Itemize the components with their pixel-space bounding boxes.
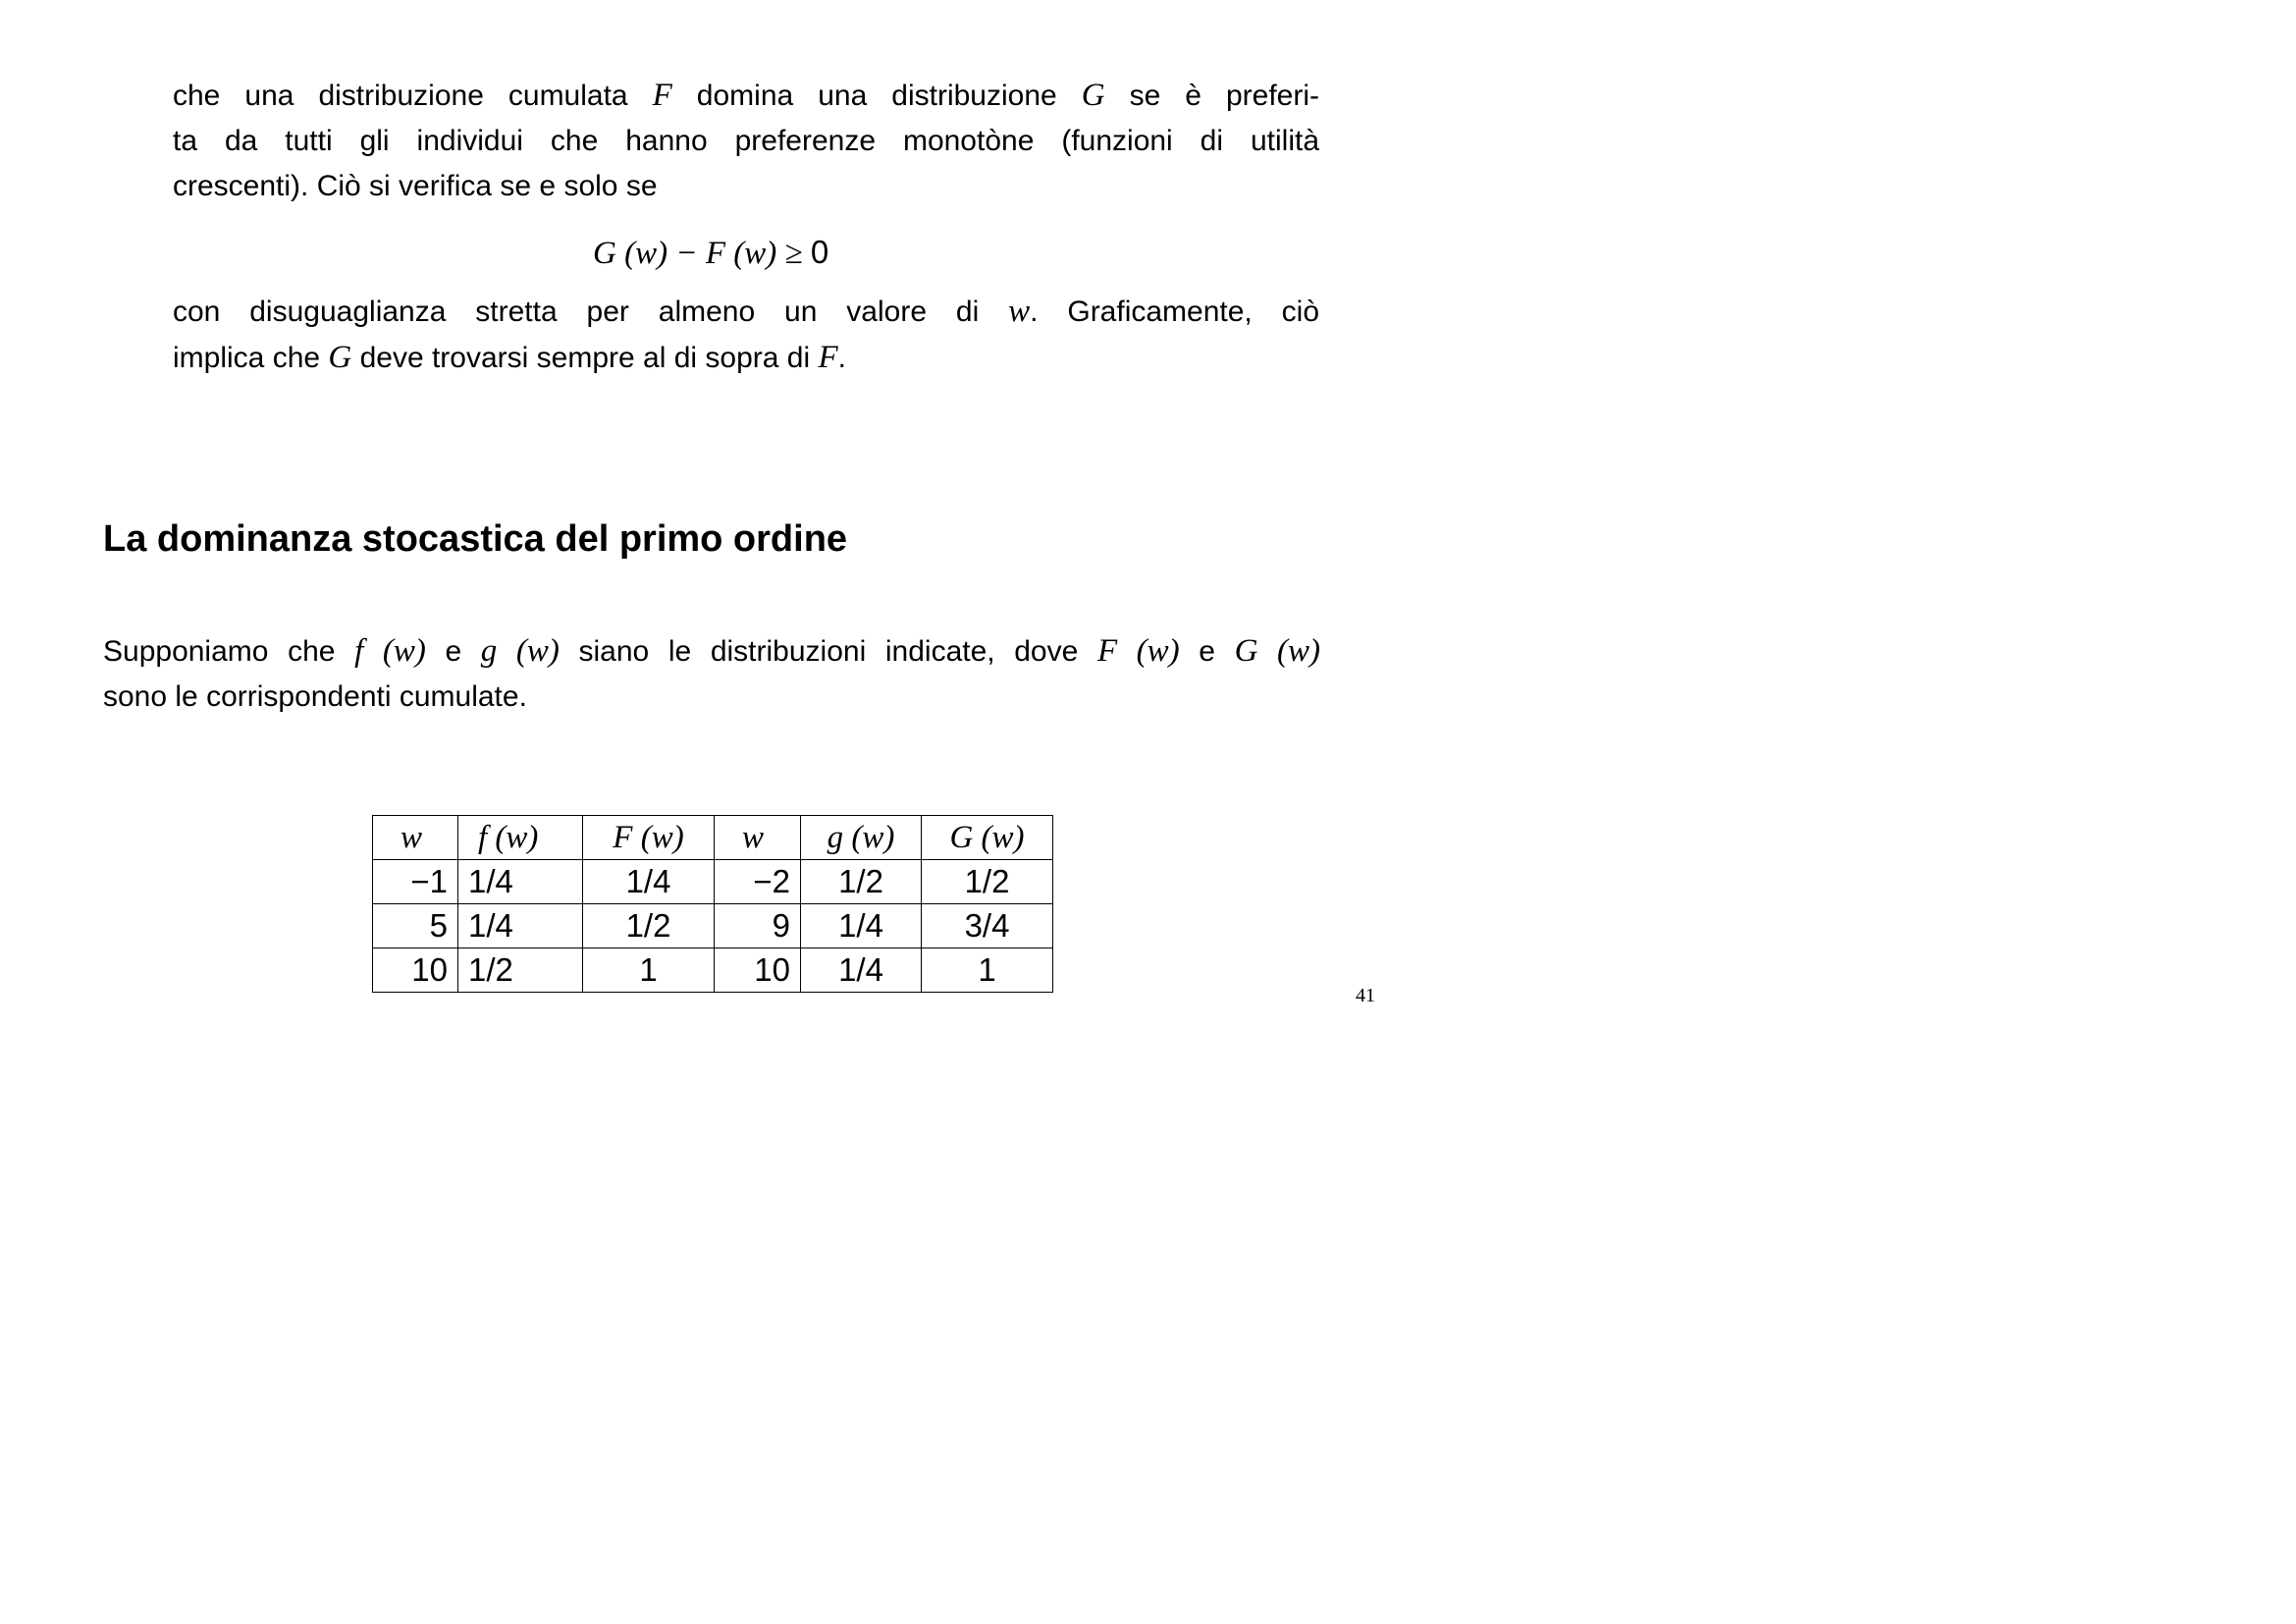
- table-cell: 3/4: [922, 904, 1053, 948]
- header-cell: G (w): [922, 816, 1053, 860]
- header-cell: f (w): [458, 816, 583, 860]
- dominance-inequality: G (w) − F (w) ≥ 0: [593, 234, 829, 271]
- table-cell: 1/2: [801, 860, 922, 904]
- table-cell: 1/4: [583, 860, 715, 904]
- symbol-G: G: [1081, 78, 1105, 113]
- table-cell: 1/2: [922, 860, 1053, 904]
- document-page: [0, 0, 1525, 1079]
- condition-line-1: con disuguaglianza stretta per almeno un valore di w. Graficamente, ciò: [173, 294, 1319, 329]
- symbol-G-w: G (w): [1234, 633, 1320, 669]
- symbol-F-w: F (w): [1096, 633, 1180, 669]
- table-cell: −2: [715, 860, 801, 904]
- table-cell: 1/2: [458, 948, 583, 993]
- table-row: [373, 904, 1053, 948]
- symbol-w: w: [1008, 294, 1031, 329]
- intro-line-3: crescenti). Ciò si verifica se e solo se: [173, 170, 658, 202]
- table-row: [373, 948, 1053, 993]
- table-cell: 10: [373, 948, 458, 993]
- intro-paragraph: [173, 73, 1319, 209]
- condition-paragraph: [173, 289, 1319, 381]
- table-header-row: [373, 816, 1053, 860]
- symbol-G: G: [328, 340, 352, 375]
- table-row: [373, 860, 1053, 904]
- table-cell: 9: [715, 904, 801, 948]
- table-cell: −1: [373, 860, 458, 904]
- table-cell: 1/4: [458, 904, 583, 948]
- table-cell: 1/4: [801, 948, 922, 993]
- page-number: 41: [1356, 985, 1375, 1006]
- table-cell: 5: [373, 904, 458, 948]
- symbol-F: F: [818, 340, 838, 375]
- condition-line-2: implica che G deve trovarsi sempre al di sopra di F.: [173, 340, 846, 375]
- header-cell: w: [373, 816, 458, 860]
- section-heading: La dominanza stocastica del primo ordine: [103, 518, 848, 560]
- symbol-g-w: g (w): [480, 633, 560, 669]
- example-paragraph: [103, 628, 1320, 720]
- table-cell: 1/4: [458, 860, 583, 904]
- table-cell: 1/4: [801, 904, 922, 948]
- table-cell: 1: [583, 948, 715, 993]
- intro-line-1: che una distribuzione cumulata F domina una distribuzione G se è preferi-: [173, 78, 1319, 113]
- header-cell: w: [715, 816, 801, 860]
- table-cell: 1/2: [583, 904, 715, 948]
- header-cell: F (w): [583, 816, 715, 860]
- intro-line-2: ta da tutti gli individui che hanno preferenze monotòne (funzioni di utilità: [173, 125, 1319, 157]
- example-line-1: Supponiamo che f (w) e g (w) siano le distribuzioni indicate, dove F (w) e G (w): [103, 633, 1320, 669]
- symbol-F: F: [652, 78, 672, 113]
- header-cell: g (w): [801, 816, 922, 860]
- distribution-table: [372, 815, 1053, 993]
- table-cell: 10: [715, 948, 801, 993]
- symbol-f-w: f (w): [354, 633, 426, 669]
- example-line-2: sono le corrispondenti cumulate.: [103, 680, 527, 713]
- table-cell: 1: [922, 948, 1053, 993]
